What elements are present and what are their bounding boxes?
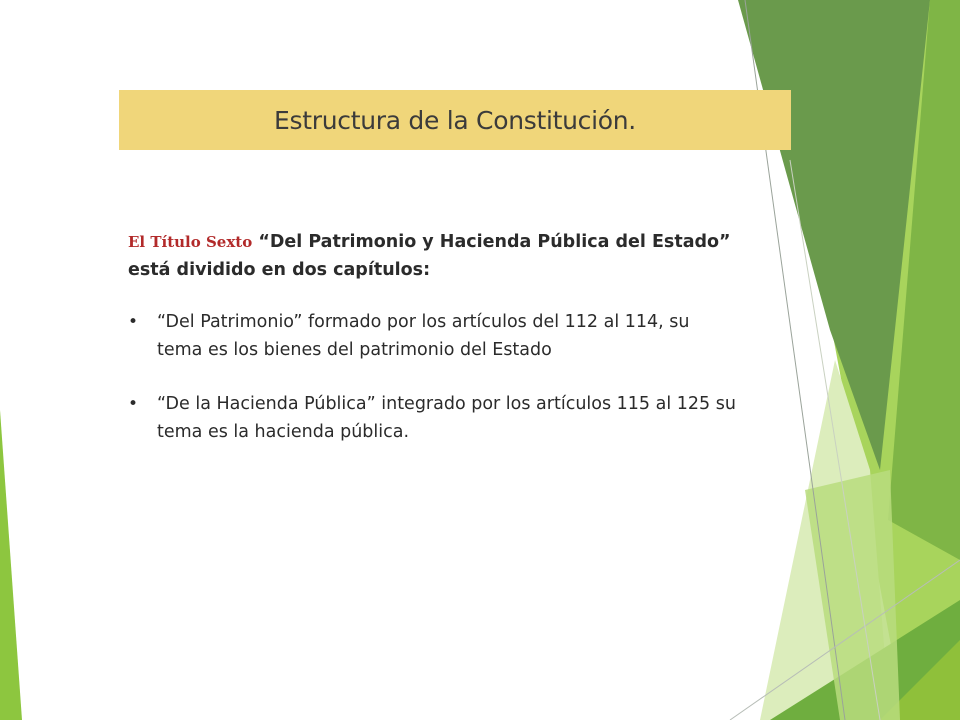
list-item <box>128 390 738 446</box>
title-bar <box>119 90 791 150</box>
bullet-marker: • <box>128 312 139 332</box>
bullet-marker: • <box>128 394 139 414</box>
list-item-text: “Del Patrimonio” formado por los artículos del 112 al 114, su tema es los bienes del patrimonio del Estado <box>157 312 690 360</box>
list-item-text: “De la Hacienda Pública” integrado por los artículos 115 al 125 su tema es la hacienda pública. <box>157 394 736 442</box>
intro-text: “Del Patrimonio y Hacienda Pública del Estado” está dividido en dos capítulos: <box>128 232 731 280</box>
chapter-list <box>128 308 738 446</box>
left-green-strip <box>0 410 22 720</box>
slide-content <box>128 228 738 472</box>
slide-title: Estructura de la Constitución. <box>274 105 636 135</box>
list-item <box>128 308 738 364</box>
intro-paragraph <box>128 228 738 284</box>
intro-lead: El Título Sexto <box>128 233 253 251</box>
